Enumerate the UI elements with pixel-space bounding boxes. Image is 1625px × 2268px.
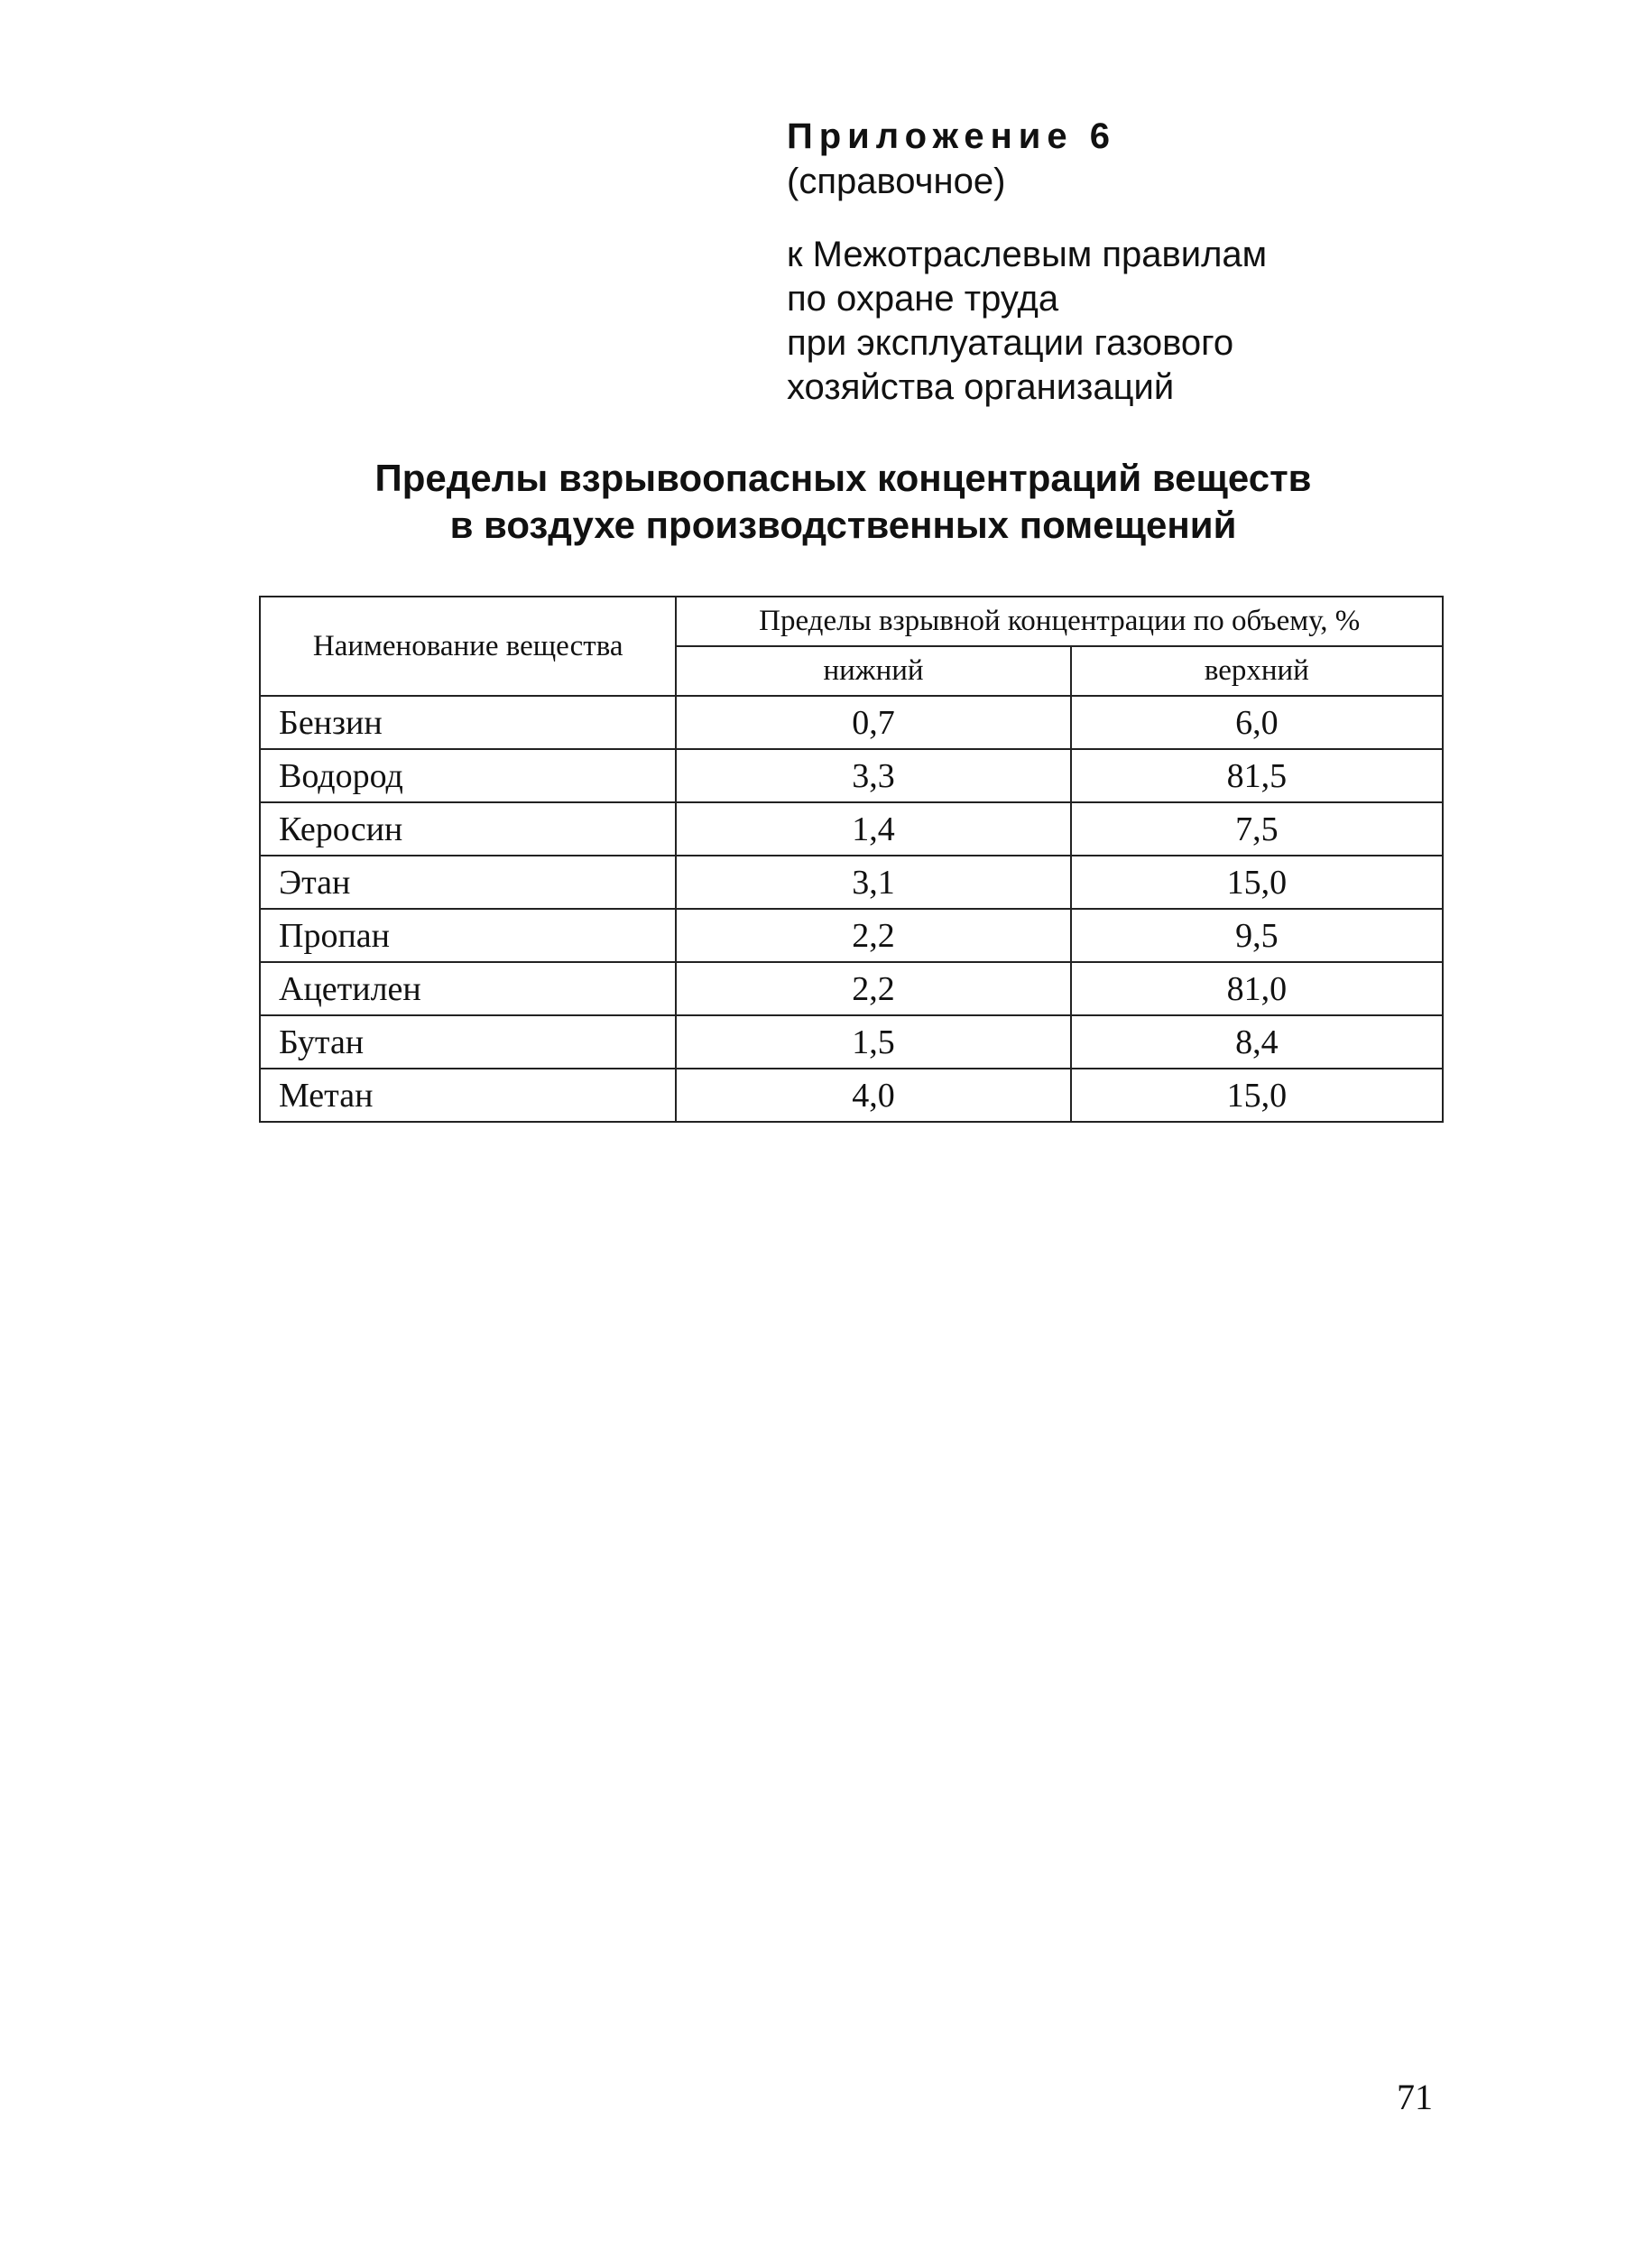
cell-substance: Ацетилен: [260, 962, 676, 1015]
cell-upper: 7,5: [1071, 802, 1443, 856]
appendix-reference-line: при эксплуатации газового: [787, 323, 1234, 363]
cell-upper: 9,5: [1071, 909, 1443, 962]
cell-upper: 15,0: [1071, 1069, 1443, 1122]
appendix-reference-line: по охране труда: [787, 279, 1059, 319]
cell-lower: 1,4: [676, 802, 1070, 856]
cell-substance: Этан: [260, 856, 676, 909]
appendix-block: [787, 114, 1509, 410]
cell-lower: 3,3: [676, 749, 1070, 802]
cell-upper: 15,0: [1071, 856, 1443, 909]
table-row: [260, 802, 1443, 856]
document-heading-line: в воздухе производственных помещений: [449, 504, 1237, 546]
column-header-upper: верхний: [1071, 646, 1443, 696]
column-header-substance: Наименование вещества: [260, 597, 676, 696]
cell-substance: Пропан: [260, 909, 676, 962]
cell-upper: 81,0: [1071, 962, 1443, 1015]
table-header-row: [260, 597, 1443, 646]
cell-substance: Бутан: [260, 1015, 676, 1069]
table-row: [260, 909, 1443, 962]
appendix-subtitle: (справочное): [787, 162, 1006, 201]
cell-lower: 2,2: [676, 962, 1070, 1015]
cell-substance: Метан: [260, 1069, 676, 1122]
cell-lower: 0,7: [676, 696, 1070, 749]
table-row: [260, 856, 1443, 909]
table-row: [260, 1015, 1443, 1069]
table-row: [260, 749, 1443, 802]
cell-lower: 4,0: [676, 1069, 1070, 1122]
cell-lower: 3,1: [676, 856, 1070, 909]
column-header-lower: нижний: [676, 646, 1070, 696]
appendix-reference-line: к Межотраслевым правилам: [787, 235, 1268, 274]
appendix-reference: [787, 233, 1509, 410]
cell-upper: 8,4: [1071, 1015, 1443, 1069]
appendix-title: Приложение 6: [787, 116, 1116, 156]
appendix-reference-line: хозяйства организаций: [787, 367, 1175, 407]
cell-substance: Бензин: [260, 696, 676, 749]
concentration-limits-table: [259, 596, 1444, 1123]
table-row: [260, 1069, 1443, 1122]
cell-upper: 6,0: [1071, 696, 1443, 749]
table-row: [260, 962, 1443, 1015]
cell-substance: Керосин: [260, 802, 676, 856]
cell-upper: 81,5: [1071, 749, 1443, 802]
document-heading: [0, 455, 1625, 549]
cell-lower: 2,2: [676, 909, 1070, 962]
document-heading-line: Пределы взрывоопасных концентраций веществ: [374, 457, 1312, 499]
cell-lower: 1,5: [676, 1015, 1070, 1069]
cell-substance: Водород: [260, 749, 676, 802]
page-number: 71: [1397, 2077, 1433, 2117]
table-row: [260, 696, 1443, 749]
column-header-group: Пределы взрывной концентрации по объему, %: [676, 597, 1443, 646]
